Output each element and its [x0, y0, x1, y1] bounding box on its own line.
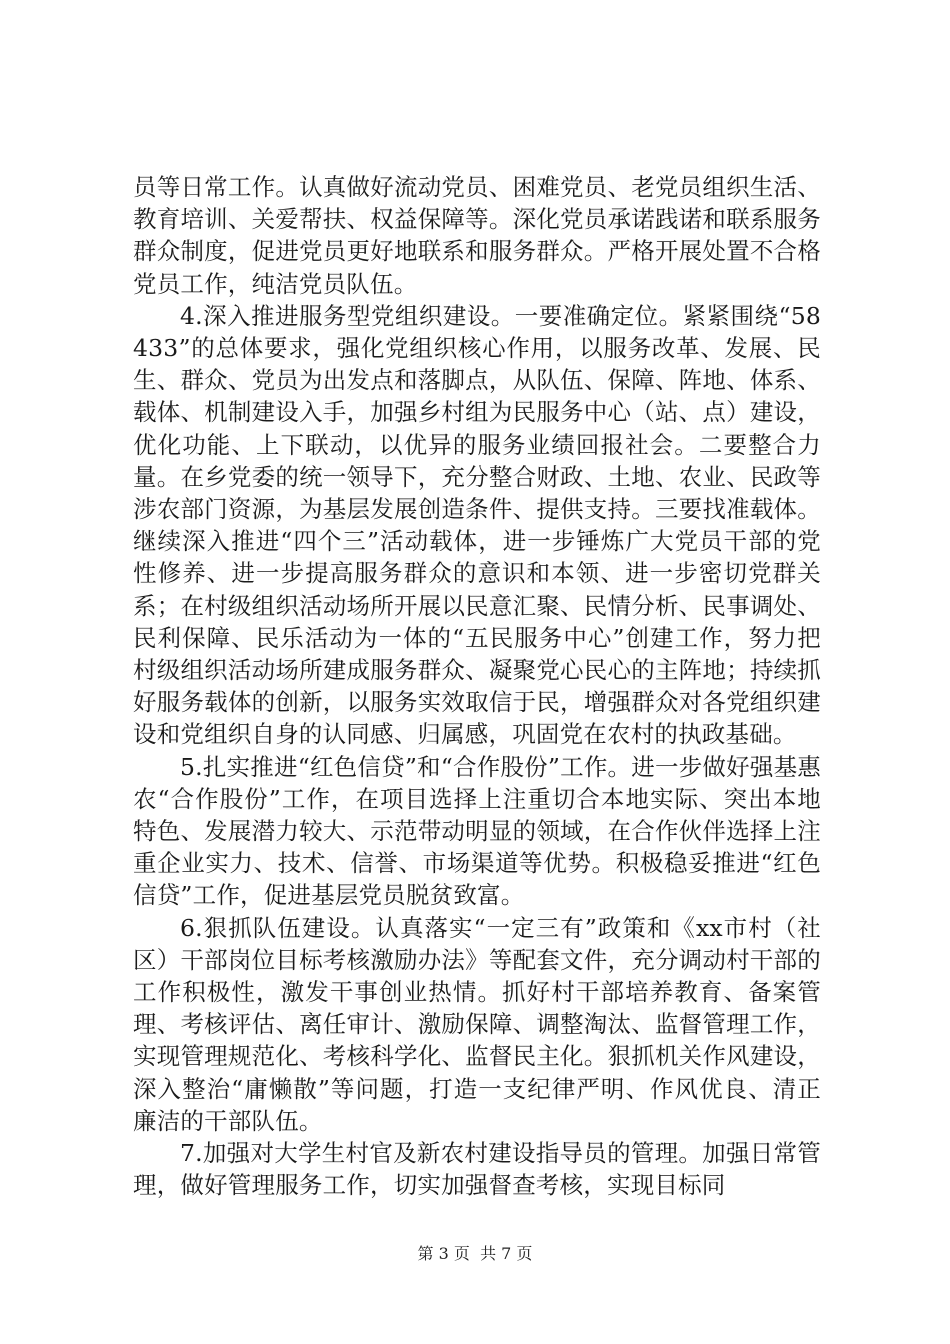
paragraph-item-5: 5.扎实推进“红色信贷”和“合作股份”工作。进一步做好强基惠农“合作股份”工作，在项目选择上注重切合本地实际、突出本地特色、发展潜力较大、示范带动明显的领域，在合作伙伴选择上注重企业实力、技术、信誉、市场渠道等优势。积极稳妥推进“红色信贷”工作，促进基层党员脱贫致富。	[133, 752, 821, 910]
page-number-footer: 第 3 页 共 7 页	[417, 1244, 533, 1263]
paragraph-item-4: 4.深入推进服务型党组织建设。一要准确定位。紧紧围绕“58433”的总体要求，强化党组织核心作用，以服务改革、发展、民生、群众、党员为出发点和落脚点，从队伍、保障、阵地、体系、载体、机制建设入手，加强乡村组为民服务中心（站、点）建设，优化功能、上下联动，以优异的服务业绩回报社会。二要整合力量。在乡党委的统一领导下，充分整合财政、土地、农业、民政等涉农部门资源，为基层发展创造条件、提供支持。三要找准载体。继续深入推进“四个三”活动载体，进一步锤炼广大党员干部的党性修养、进一步提高服务群众的意识和本领、进一步密切党群关系；在村级组织活动场所开展以民意汇聚、民情分析、民事调处、民利保障、民乐活动为一体的“五民服务中心”创建工作，努力把村级组织活动场所建成服务群众、凝聚党心民心的主阵地；持续抓好服务载体的创新，以服务实效取信于民，增强群众对各党组织建设和党组织自身的认同感、归属感，巩固党在农村的执政基础。	[133, 301, 821, 749]
paragraph-item-6: 6.狠抓队伍建设。认真落实“一定三有”政策和《xx市村（社区）干部岗位目标考核激励办法》等配套文件，充分调动村干部的工作积极性，激发干事创业热情。抓好村干部培养教育、备案管理、考核评估、离任审计、激励保障、调整淘汰、监督管理工作，实现管理规范化、考核科学化、监督民主化。狠抓机关作风建设，深入整治“庸懒散”等问题，打造一支纪律严明、作风优良、清正廉洁的干部队伍。	[133, 913, 821, 1135]
paragraph-item-7: 7.加强对大学生村官及新农村建设指导员的管理。加强日常管理，做好管理服务工作，切实加强督查考核，实现目标同	[133, 1139, 821, 1200]
document-body	[133, 171, 821, 1202]
paragraph-continuation: 员等日常工作。认真做好流动党员、困难党员、老党员组织生活、教育培训、关爱帮扶、权益保障等。深化党员承诺践诺和联系服务群众制度，促进党员更好地联系和服务群众。严格开展处置不合格党员工作，纯洁党员队伍。	[133, 173, 821, 298]
